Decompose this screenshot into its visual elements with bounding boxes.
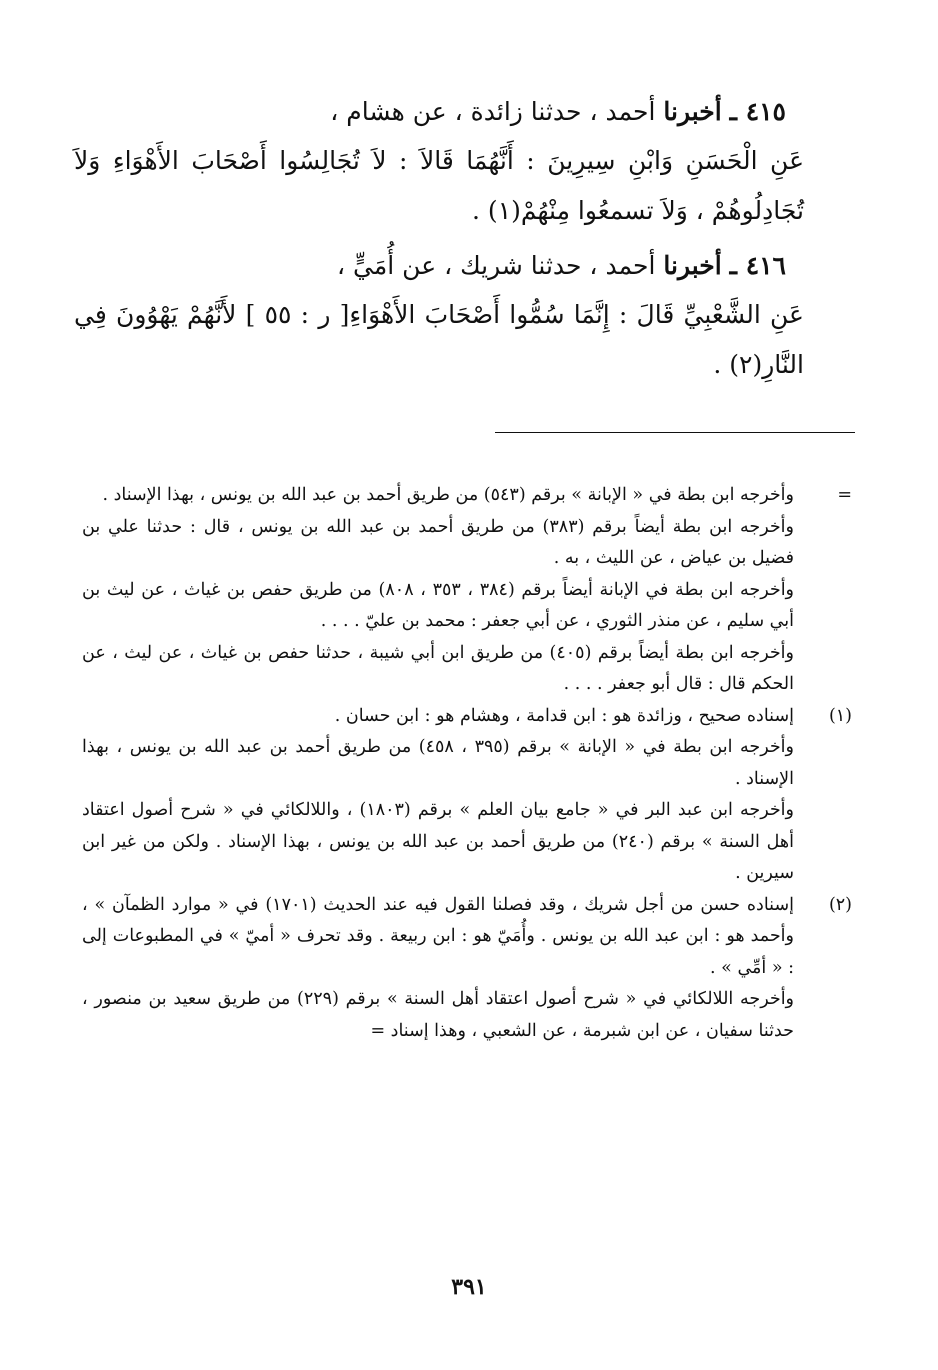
hadith-number: ٤١٦ ـ bbox=[729, 251, 786, 280]
footnote-paragraph: وأخرجه ابن بطة أيضاً برقم (٣٨٣) من طريق أحمد بن عبد الله بن يونس ، قال : حدثنا علي بن فضيل بن عياض ، عن الليث ، به . bbox=[82, 516, 794, 568]
hadith-akhbarana: أخبرنا bbox=[663, 97, 722, 126]
footnote-marker: (١) bbox=[828, 705, 852, 726]
page-number: ٣٩١ bbox=[451, 1274, 487, 1300]
footnote-paragraph: إسناده حسن من أجل شريك ، وقد فصلنا القول فيه عند الحديث (١٧٠١) في « موارد الظمآن » ، وأحمد هو : ابن عبد الله بن يونس . وأُمَيّ هو : ابن ربيعة . وقد تحرف « أميّ » في المطبوعات إلى : « أمِّي » . bbox=[82, 894, 794, 978]
hadith-415-heading bbox=[74, 88, 804, 136]
hadith-416-heading bbox=[74, 242, 804, 290]
footnote-paragraph: وأخرجه ابن بطة أيضاً برقم (٤٠٥) من طريق ابن أبي شيبة ، حدثنا حفص بن غياث ، عن ليث ، عن الحكم قال : قال أبو جعفر . . . . bbox=[82, 642, 794, 694]
footnote-paragraph: وأخرجه ابن عبد البر في « جامع بيان العلم » برقم (١٨٠٣) ، واللالكائي في « شرح أصول اعتقاد أهل السنة » برقم (٢٤٠) من طريق أحمد بن عبد الله بن يونس ، بهذا الإسناد . ولكن من غير ابن سيرين . bbox=[82, 800, 794, 883]
footnotes bbox=[82, 480, 852, 1047]
hadith-415-text: عَنِ الْحَسَنِ وَابْنِ سِيرِينَ : أَنَّهُمَا قَالاَ : لاَ تُجَالِسُوا أَصْحَابَ الأَهْوَاءِ وَلاَ تُجَادِلُوهُمْ ، وَلاَ تسمعُوا مِنْهُمْ(١) . bbox=[74, 146, 804, 225]
hadith-akhbarana: أخبرنا bbox=[663, 251, 722, 280]
footnote-2 bbox=[82, 890, 852, 1048]
continuation-marker: = bbox=[837, 485, 852, 505]
hadith-isnad: أحمد ، حدثنا زائدة ، عن هشام ، bbox=[330, 97, 656, 126]
hadith-number: ٤١٥ ـ bbox=[729, 97, 786, 126]
footnote-continuation bbox=[82, 480, 852, 701]
hadith-isnad: أحمد ، حدثنا شريك ، عن أُمَيٍّ ، bbox=[337, 251, 656, 280]
footnote-separator bbox=[495, 432, 855, 433]
footnote-1 bbox=[82, 701, 852, 890]
footnote-paragraph: إسناده صحيح ، وزائدة هو : ابن قدامة ، وهشام هو : ابن حسان . bbox=[334, 705, 794, 726]
main-text bbox=[74, 88, 804, 396]
footnote-paragraph: وأخرجه ابن بطة في « الإبانة » برقم (٣٩٥ ، ٤٥٨) من طريق أحمد بن عبد الله بن يونس ، بهذا الإسناد . bbox=[82, 737, 794, 789]
hadith-416-text: عَنِ الشَّعْبِيِّ قَالَ : إِنَّمَا سُمُّوا أَصْحَابَ الأَهْوَاءِ[ ر : ٥٥ ] لأَنَّهُمْ يَهْوُونَ فِي النَّارِ(٢) . bbox=[74, 300, 804, 379]
footnote-marker: (٢) bbox=[828, 894, 852, 915]
footnote-paragraph: وأخرجه اللالكائي في « شرح أصول اعتقاد أهل السنة » برقم (٢٢٩) من طريق سعيد بن منصور ، حدثنا سفيان ، عن ابن شبرمة ، عن الشعبي ، وهذا إسناد = bbox=[82, 989, 795, 1041]
footnote-paragraph: وأخرجه ابن بطة في الإبانة أيضاً برقم (٣٨٤ ، ٣٥٣ ، ٨٠٨) من طريق حفص بن غياث ، عن ليث بن أبي سليم ، عن منذر الثوري ، عن أبي جعفر : محمد بن عليّ . . . . bbox=[82, 579, 795, 631]
footnote-paragraph: وأخرجه ابن بطة في « الإبانة » برقم (٥٤٣) من طريق أحمد بن عبد الله بن يونس ، بهذا الإسناد . bbox=[102, 485, 794, 505]
